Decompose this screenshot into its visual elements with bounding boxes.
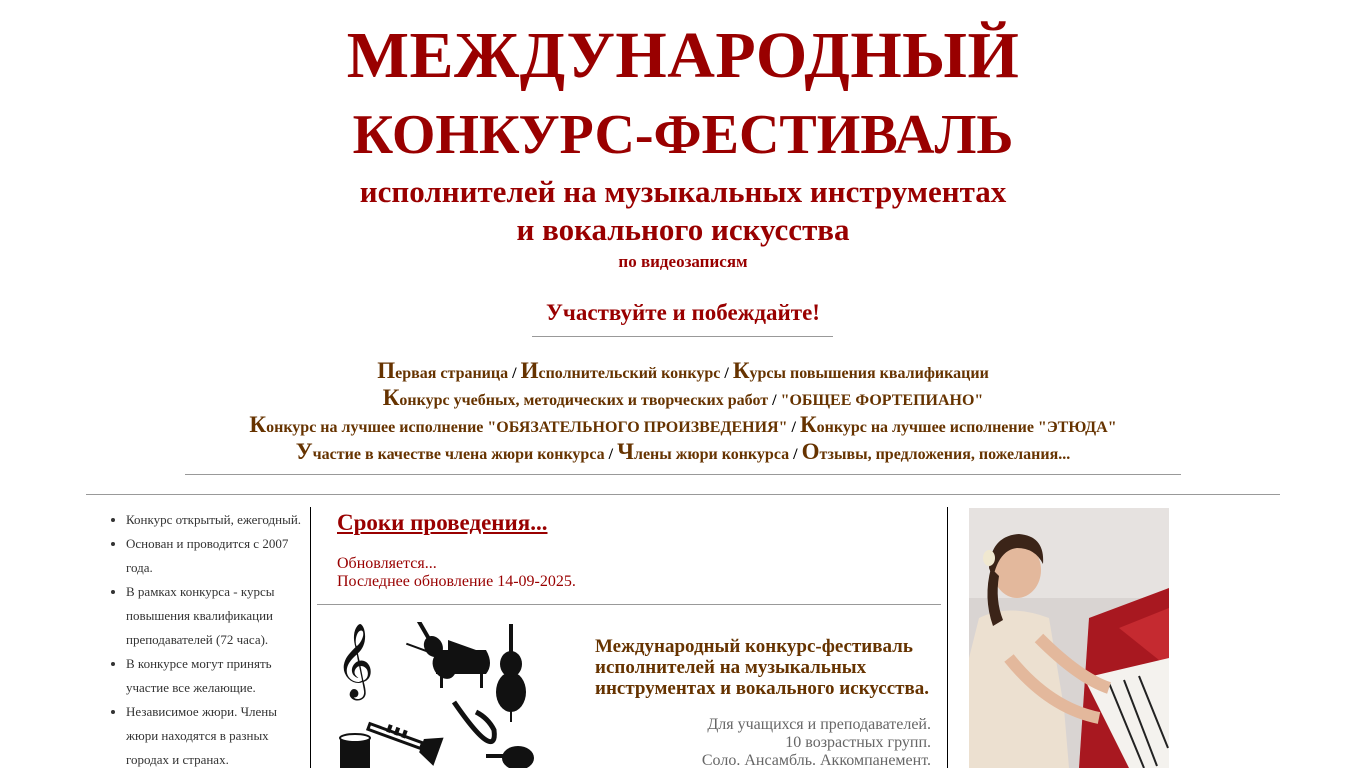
update-info bbox=[337, 555, 576, 591]
details-line: Для учащихся и преподавателей. bbox=[707, 716, 931, 733]
divider bbox=[532, 336, 833, 337]
sidebar bbox=[106, 508, 310, 772]
list-item: • В конкурсе могут принять участие все желающие. bbox=[126, 652, 310, 700]
title-line-2: КОНКУРС-ФЕСТИВАЛЬ bbox=[352, 104, 1014, 166]
nav-separator: / bbox=[724, 365, 729, 382]
list-item: • В рамках конкурса - курсы повышения квалификации преподавателей (72 часа). bbox=[126, 580, 310, 652]
instruments-illustration-icon bbox=[336, 622, 540, 768]
nav-link-general-piano[interactable]: "ОБЩЕЕ ФОРТЕПИАНО" bbox=[780, 392, 984, 409]
nav-separator: / bbox=[791, 419, 796, 436]
nav-link-etude[interactable]: Конкурс на лучшее исполнение "ЭТЮДА" bbox=[799, 412, 1117, 437]
subtitle: по видеозаписям bbox=[618, 252, 748, 271]
title-line-1: МЕЖДУНАРОДНЫЙ bbox=[346, 19, 1020, 92]
title-line-4: и вокального искусства bbox=[516, 212, 850, 247]
nav-link-works-contest[interactable]: Конкурс учебных, методических и творческих работ bbox=[382, 385, 769, 410]
divider bbox=[317, 604, 941, 605]
nav-link-courses[interactable]: Курсы повышения квалификации bbox=[732, 358, 989, 383]
list-item: • Независимое жюри. Члены жюри находятся в разных городах и странах. bbox=[126, 700, 310, 772]
contest-details bbox=[560, 716, 931, 770]
nav-row-3 bbox=[0, 411, 1366, 441]
last-update: Последнее обновление 14-09-2025. bbox=[337, 573, 576, 590]
sidebar-list bbox=[106, 508, 310, 772]
nav-link-home[interactable]: Первая страница bbox=[377, 358, 509, 383]
divider bbox=[185, 474, 1181, 475]
nav-row-4 bbox=[0, 438, 1366, 468]
nav-link-jury-participation[interactable]: Участие в качестве члена жюри конкурса bbox=[295, 439, 605, 464]
pianist-photo bbox=[969, 508, 1169, 768]
nav-link-mandatory-piece[interactable]: Конкурс на лучшее исполнение "ОБЯЗАТЕЛЬНОГО ПРОИЗВЕДЕНИЯ" bbox=[249, 412, 788, 437]
nav-separator: / bbox=[772, 392, 777, 409]
list-item: • Основан и проводится с 2007 года. bbox=[126, 532, 310, 580]
nav-link-jury-members[interactable]: Члены жюри конкурса bbox=[617, 439, 790, 464]
nav-separator: / bbox=[512, 365, 517, 382]
nav-separator: / bbox=[608, 446, 614, 463]
update-status: Обновляется... bbox=[337, 555, 437, 572]
details-line: 10 возрастных групп. bbox=[785, 734, 931, 751]
slogan: Участвуйте и побеждайте! bbox=[546, 300, 820, 325]
list-item: • Конкурс открытый, ежегодный. bbox=[126, 508, 310, 532]
nav-link-feedback[interactable]: Отзывы, предложения, пожелания... bbox=[801, 439, 1071, 464]
girl-at-piano-image-icon bbox=[969, 508, 1169, 768]
divider bbox=[86, 494, 1280, 495]
nav-separator: / bbox=[793, 446, 798, 463]
details-line: Соло. Ансамбль. Аккомпанемент. bbox=[701, 752, 931, 769]
nav-row-1 bbox=[0, 357, 1366, 387]
music-instruments-image bbox=[336, 622, 540, 768]
column-divider bbox=[947, 507, 948, 768]
contest-description: Международный конкурс-фестиваль исполнителей на музыкальных инструментах и вокального искусства. bbox=[595, 636, 929, 699]
dates-link[interactable]: Сроки проведения... bbox=[337, 510, 548, 535]
column-divider bbox=[310, 507, 311, 768]
svg-text:𝄞: 𝄞 bbox=[336, 624, 374, 698]
title-line-3: исполнителей на музыкальных инструментах bbox=[359, 174, 1007, 209]
nav-row-2 bbox=[0, 384, 1366, 414]
nav-link-performer-contest[interactable]: Исполнительский конкурс bbox=[520, 358, 721, 383]
